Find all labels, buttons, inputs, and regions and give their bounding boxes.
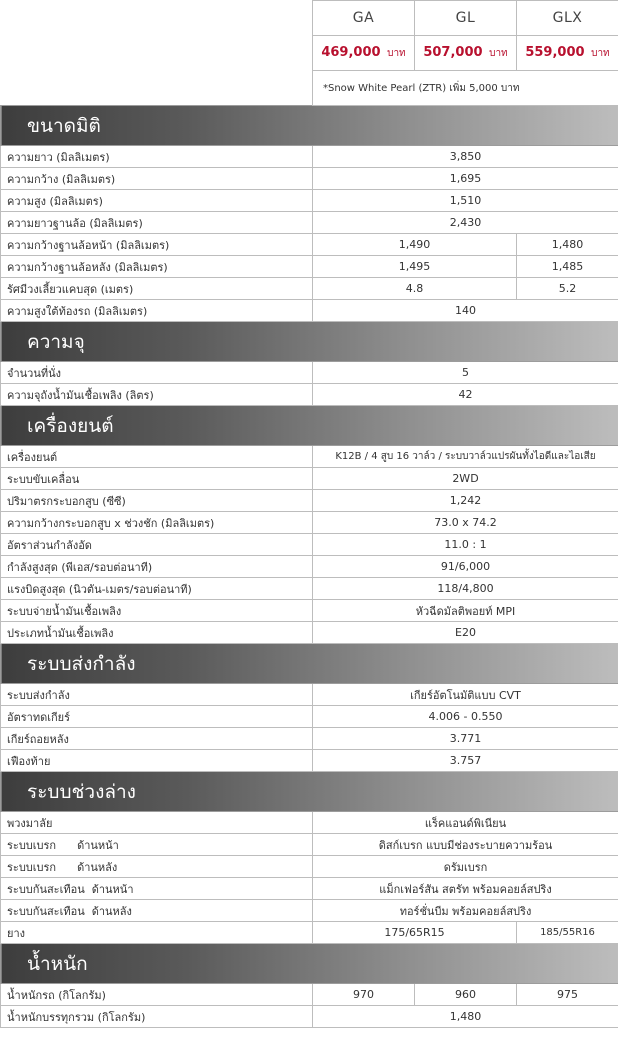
- section-weight: [1, 944, 618, 984]
- spec-value: แร็คแอนด์พิเนียน: [313, 812, 618, 834]
- spec-label: ระบบจ่ายน้ำมันเชื้อเพลิง: [1, 600, 313, 622]
- spec-row: [1, 834, 618, 856]
- price-amount: 469,000: [321, 45, 381, 60]
- model-ga: GA: [313, 1, 415, 36]
- spec-label: ความยาวฐานล้อ (มิลลิเมตร): [1, 212, 313, 234]
- spec-row: [1, 812, 618, 834]
- spec-label: ความกว้างฐานล้อหน้า (มิลลิเมตร): [1, 234, 313, 256]
- spec-value: 11.0 : 1: [313, 534, 618, 556]
- spec-row: [1, 468, 618, 490]
- price-unit: บาท: [387, 48, 406, 59]
- section-title: เครื่องยนต์: [1, 406, 618, 446]
- spec-row: [1, 684, 618, 706]
- section-transmission: [1, 644, 618, 684]
- spec-value-ga-gl: 1,495: [313, 256, 517, 278]
- spec-value: หัวฉีดมัลติพอยท์ MPI: [313, 600, 618, 622]
- section-chassis: [1, 772, 618, 812]
- section-dimensions: [1, 106, 618, 146]
- spec-row: [1, 512, 618, 534]
- price-blank: [1, 36, 313, 71]
- spec-value: 140: [313, 300, 618, 322]
- price-amount: 559,000: [525, 45, 585, 60]
- spec-row: [1, 900, 618, 922]
- spec-row: [1, 446, 618, 468]
- spec-label: แรงบิดสูงสุด (นิวตัน-เมตร/รอบต่อนาที): [1, 578, 313, 600]
- spec-row: [1, 856, 618, 878]
- model-glx: GLX: [517, 1, 618, 36]
- spec-row: [1, 256, 618, 278]
- spec-label: ระบบเบรก ด้านหน้า: [1, 834, 313, 856]
- spec-label: กำลังสูงสุด (พีเอส/รอบต่อนาที): [1, 556, 313, 578]
- spec-value: แม็กเฟอร์สัน สตรัท พร้อมคอยล์สปริง: [313, 878, 618, 900]
- section-title: ความจุ: [1, 322, 618, 362]
- spec-row: [1, 362, 618, 384]
- spec-value: 3.771: [313, 728, 618, 750]
- spec-value: ดรัมเบรก: [313, 856, 618, 878]
- spec-label: เครื่องยนต์: [1, 446, 313, 468]
- spec-label: ความกว้างฐานล้อหลัง (มิลลิเมตร): [1, 256, 313, 278]
- spec-row: [1, 1006, 618, 1028]
- spec-value: 4.006 - 0.550: [313, 706, 618, 728]
- section-title: น้ำหนัก: [1, 944, 618, 984]
- spec-value: 73.0 x 74.2: [313, 512, 618, 534]
- spec-row: [1, 168, 618, 190]
- model-gl: GL: [415, 1, 517, 36]
- section-title: ระบบส่งกำลัง: [1, 644, 618, 684]
- spec-label: ระบบเบรก ด้านหลัง: [1, 856, 313, 878]
- spec-value-glx: 1,485: [517, 256, 618, 278]
- spec-row: [1, 750, 618, 772]
- spec-value-ga-gl: 1,490: [313, 234, 517, 256]
- spec-label: อัตราทดเกียร์: [1, 706, 313, 728]
- spec-label: ประเภทน้ำมันเชื้อเพลิง: [1, 622, 313, 644]
- spec-label: ความกว้างกระบอกสูบ x ช่วงชัก (มิลลิเมตร): [1, 512, 313, 534]
- note-blank: [1, 71, 313, 106]
- section-engine: [1, 406, 618, 446]
- spec-value: 3,850: [313, 146, 618, 168]
- header-blank: [1, 1, 313, 36]
- spec-row: [1, 146, 618, 168]
- spec-value-glx: 5.2: [517, 278, 618, 300]
- spec-label: ความจุถังน้ำมันเชื้อเพลิง (ลิตร): [1, 384, 313, 406]
- spec-label: รัศมีวงเลี้ยวแคบสุด (เมตร): [1, 278, 313, 300]
- price-gl: [415, 36, 517, 71]
- spec-label: พวงมาลัย: [1, 812, 313, 834]
- spec-value: 42: [313, 384, 618, 406]
- price-unit: บาท: [591, 48, 610, 59]
- spec-value: ดิสก์เบรก แบบมีช่องระบายความร้อน: [313, 834, 618, 856]
- spec-row: [1, 728, 618, 750]
- spec-value: 5: [313, 362, 618, 384]
- spec-value: 1,480: [313, 1006, 618, 1028]
- note-row: [1, 71, 618, 106]
- spec-row: [1, 212, 618, 234]
- spec-value: K12B / 4 สูบ 16 วาล์ว / ระบบวาล์วแปรผันทั้งไอดีและไอเสีย: [313, 446, 618, 468]
- spec-row: [1, 622, 618, 644]
- spec-row: [1, 922, 618, 944]
- spec-label: ยาง: [1, 922, 313, 944]
- spec-row: [1, 556, 618, 578]
- section-capacity: [1, 322, 618, 362]
- spec-row: [1, 878, 618, 900]
- spec-row: [1, 234, 618, 256]
- spec-value-glx: 185/55R16: [517, 922, 618, 944]
- price-row: [1, 36, 618, 71]
- color-note: *Snow White Pearl (ZTR) เพิ่ม 5,000 บาท: [313, 71, 618, 106]
- spec-row: [1, 600, 618, 622]
- spec-label: ความกว้าง (มิลลิเมตร): [1, 168, 313, 190]
- spec-label: ความสูง (มิลลิเมตร): [1, 190, 313, 212]
- spec-row: [1, 384, 618, 406]
- spec-value: เกียร์อัตโนมัติแบบ CVT: [313, 684, 618, 706]
- section-title: ขนาดมิติ: [1, 106, 618, 146]
- section-title: ระบบช่วงล่าง: [1, 772, 618, 812]
- spec-value-ga-gl: 175/65R15: [313, 922, 517, 944]
- spec-value: 1,510: [313, 190, 618, 212]
- spec-value: 1,695: [313, 168, 618, 190]
- spec-label: เกียร์ถอยหลัง: [1, 728, 313, 750]
- spec-value: 2WD: [313, 468, 618, 490]
- price-glx: [517, 36, 618, 71]
- spec-label: ปริมาตรกระบอกสูบ (ซีซี): [1, 490, 313, 512]
- spec-label: ระบบกันสะเทือน ด้านหน้า: [1, 878, 313, 900]
- spec-row: [1, 984, 618, 1006]
- spec-value-ga-gl: 4.8: [313, 278, 517, 300]
- spec-value-ga: 970: [313, 984, 415, 1006]
- spec-value: 91/6,000: [313, 556, 618, 578]
- spec-row: [1, 534, 618, 556]
- spec-label: อัตราส่วนกำลังอัด: [1, 534, 313, 556]
- spec-label: ความยาว (มิลลิเมตร): [1, 146, 313, 168]
- spec-value-gl: 960: [415, 984, 517, 1006]
- spec-row: [1, 578, 618, 600]
- model-header-row: [1, 1, 618, 36]
- spec-label: จำนวนที่นั่ง: [1, 362, 313, 384]
- price-unit: บาท: [489, 48, 508, 59]
- spec-value: ทอร์ชั่นบีม พร้อมคอยล์สปริง: [313, 900, 618, 922]
- spec-label: น้ำหนักรถ (กิโลกรัม): [1, 984, 313, 1006]
- spec-value-glx: 975: [517, 984, 618, 1006]
- spec-label: ระบบขับเคลื่อน: [1, 468, 313, 490]
- spec-row: [1, 278, 618, 300]
- spec-value: E20: [313, 622, 618, 644]
- spec-value-glx: 1,480: [517, 234, 618, 256]
- price-amount: 507,000: [423, 45, 483, 60]
- spec-label: น้ำหนักบรรทุกรวม (กิโลกรัม): [1, 1006, 313, 1028]
- spec-value: 2,430: [313, 212, 618, 234]
- spec-value: 118/4,800: [313, 578, 618, 600]
- spec-label: ความสูงใต้ท้องรถ (มิลลิเมตร): [1, 300, 313, 322]
- spec-value: 1,242: [313, 490, 618, 512]
- spec-label: เฟืองท้าย: [1, 750, 313, 772]
- spec-value: 3.757: [313, 750, 618, 772]
- spec-row: [1, 706, 618, 728]
- spec-label: ระบบกันสะเทือน ด้านหลัง: [1, 900, 313, 922]
- spec-label: ระบบส่งกำลัง: [1, 684, 313, 706]
- spec-row: [1, 300, 618, 322]
- price-ga: [313, 36, 415, 71]
- spec-row: [1, 190, 618, 212]
- spec-row: [1, 490, 618, 512]
